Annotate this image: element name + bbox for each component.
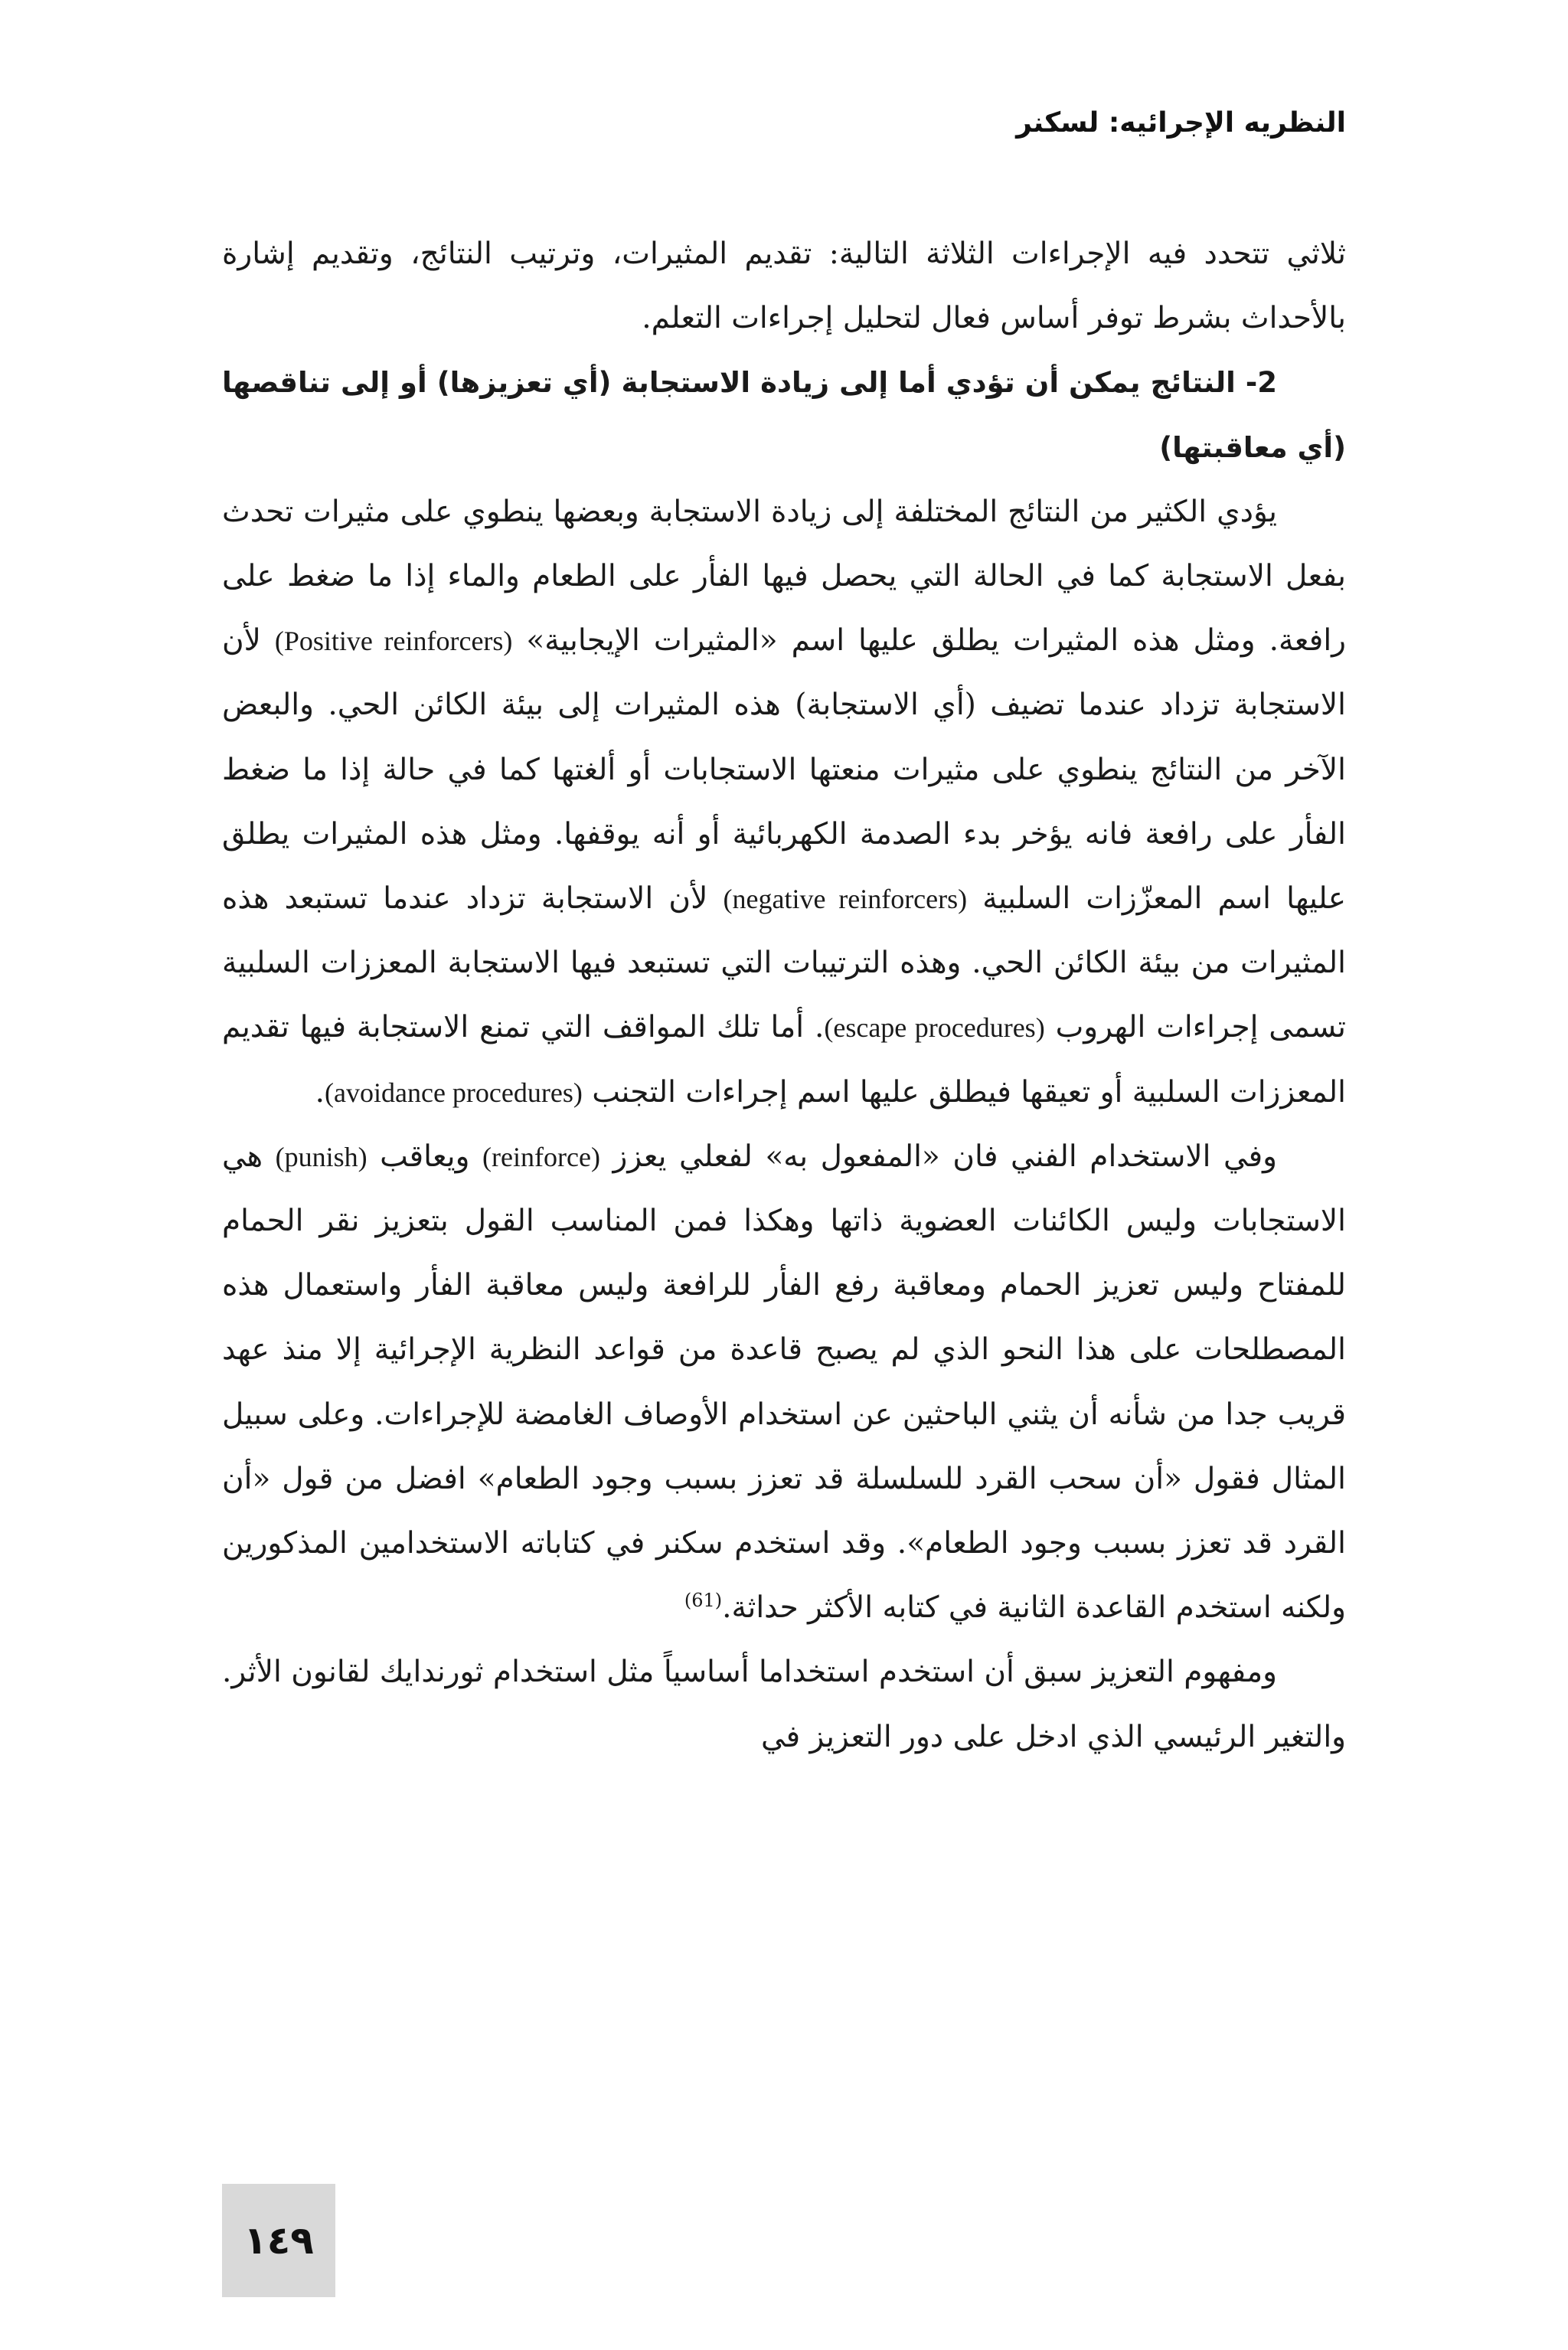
body-text	[222, 222, 1346, 1770]
paragraph-3-text-2: ويعاقب	[367, 1139, 483, 1174]
paragraph-2-text-3: لأن الاستجابة تزداد عندما تستبعد هذه المثيرات من بيئة الكائن الحي. وهذه الترتيبات التي تستبعد فيها الاستجابة المعززات السلبية تسمى إجراءات الهروب	[222, 881, 1346, 1045]
term-punish: (punish)	[275, 1141, 368, 1172]
paragraph-3-text-1: وفي الاستخدام الفني فان «المفعول به» لفعلي يعزز	[599, 1139, 1277, 1174]
page-number-box	[222, 2184, 335, 2297]
paragraph-3-text-3: هي الاستجابات وليس الكائنات العضوية ذاتها وهكذا فمن المناسب القول بتعزيز نقر الحمام للمفتاح وليس تعزيز الحمام ومعاقبة رفع الفأر للرافعة وليس معاقبة الفأر واستعمال هذه المصطلحات على هذا النحو الذي لم يصبح قاعدة من قواعد النظرية الإجرائية إلا منذ عهد قريب جدا من شأنه أن يثني الباحثين عن استخدام الأوصاف الغامضة للإجراءات. وعلى سبيل المثال فقول «أن سحب القرد للسلسلة قد تعزز بسبب وجود الطعام» افضل من قول «أن القرد قد تعزز بسبب وجود الطعام». وقد استخدم سكنر في كتاباته الاستخدامين المذكورين ولكنه استخدم القاعدة الثانية في كتابه الأكثر حداثة.	[222, 1139, 1347, 1626]
paragraph-2-text-1: يؤدي الكثير من النتائج المختلفة إلى زيادة الاستجابة وبعضها ينطوي على مثيرات تحدث بفعل الاستجابة كما في الحالة التي يحصل فيها الفأر على الطعام والماء إذا ما ضغط على رافعة. ومثل هذه المثيرات يطلق عليها اسم «المثيرات الإيجابية»	[222, 494, 1346, 659]
running-head: النظريه الإجرائيه: لسكنر	[1016, 107, 1346, 139]
term-positive-reinforcers: (Positive reinforcers)	[274, 626, 513, 657]
page-number: ١٤٩	[243, 2218, 314, 2263]
paragraph-3	[222, 1125, 1346, 1641]
paragraph-2-text-2: لأن الاستجابة تزداد عندما تضيف (أي الاستجابة) هذه المثيرات إلى بيئة الكائن الحي. والبعض الآخر من النتائج ينطوي على مثيرات منعتها الاستجابات أو ألغتها كما في حالة إذا ما ضغط الفأر على رافعة فانه يؤخر بدء الصدمة الكهربائية أو أنه يوقفها. ومثل هذه المثيرات يطلق عليها اسم المعزّزات السلبية	[222, 623, 1346, 917]
paragraph-2-text-5: .	[315, 1074, 325, 1110]
paragraph-4: ومفهوم التعزيز سبق أن استخدم استخداما أساسياً مثل استخدام ثورندايك لقانون الأثر. والتغير الرئيسي الذي ادخل على دور التعزيز في	[222, 1655, 1346, 1754]
paragraph-2	[222, 480, 1346, 1125]
term-avoidance-procedures: (avoidance procedures)	[325, 1077, 583, 1108]
term-reinforce: (reinforce)	[482, 1141, 600, 1172]
paragraph-2-text-4: . أما تلك المواقف التي تمنع الاستجابة فيها تقديم المعززات السلبية أو تعيقها فيطلق عليها اسم إجراءات التجنب	[222, 1010, 1346, 1110]
paragraph-1: ثلاثي تتحدد فيه الإجراءات الثلاثة التالية: تقديم المثيرات، وترتيب النتائج، وتقديم إشارة بالأحداث بشرط توفر أساس فعال لتحليل إجراءات التعلم.	[222, 237, 1346, 336]
section-heading: 2- النتائج يمكن أن تؤدي أما إلى زيادة الاستجابة (أي تعزيزها) أو إلى تناقصها (أي معاقبتها)	[222, 366, 1346, 464]
term-escape-procedures: (escape procedures)	[824, 1012, 1045, 1044]
footnote-reference: (61)	[684, 1590, 723, 1612]
term-negative-reinforcers: (negative reinforcers)	[723, 884, 968, 915]
